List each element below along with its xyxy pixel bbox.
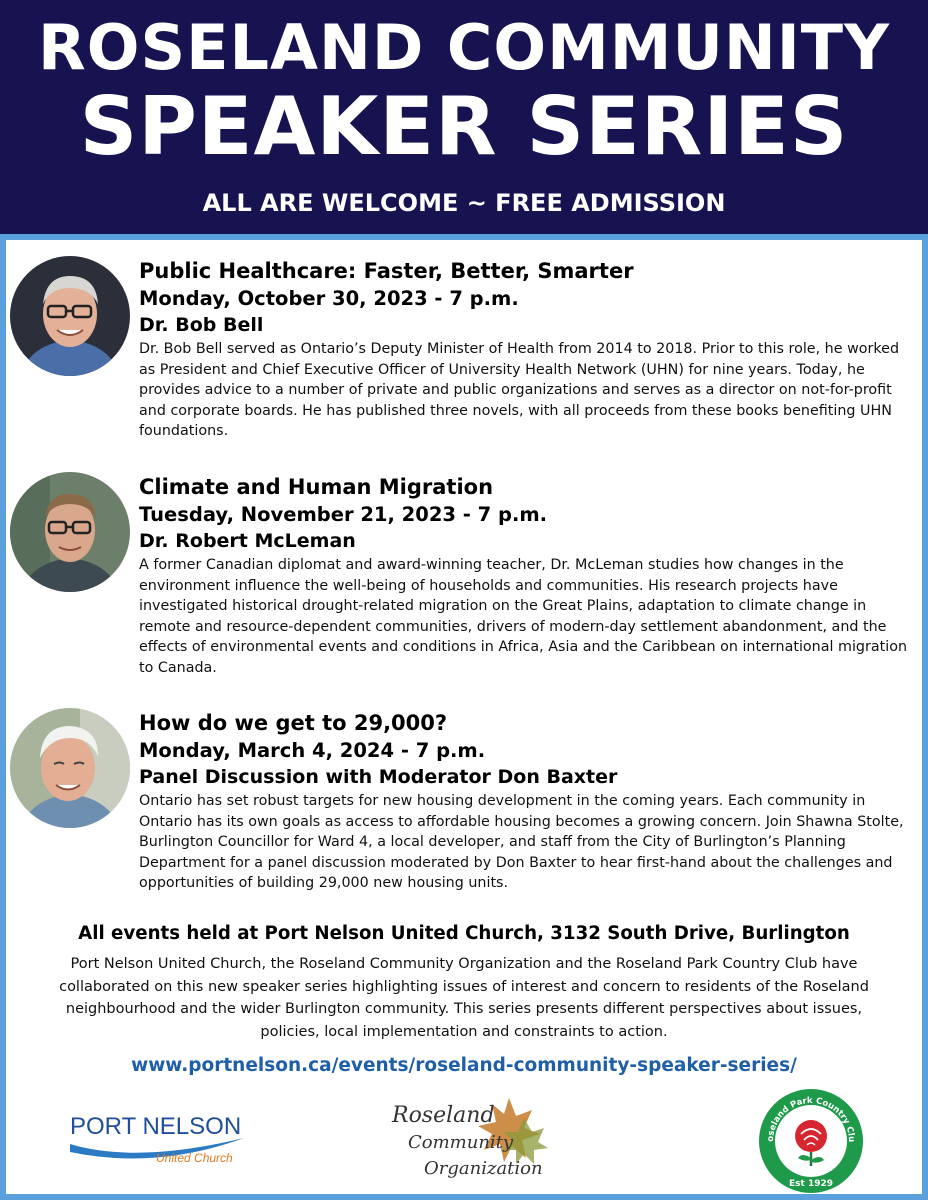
about-paragraph: Port Nelson United Church, the Roseland Community Organization and the Roseland Park Country Club have collaborated on this new speaker series highlighting issues of interest and concern to residents of the Roseland neighbourhood and the wider Burlington community. This series presents different perspectives about issues, policies, local implementation and constraints to action. [59, 956, 869, 1040]
roseland-logo-line1: Roseland [392, 1103, 495, 1128]
roseland-logo-line2: Community [408, 1132, 514, 1153]
series-title-line2: SPEAKER SERIES [79, 80, 849, 173]
header-banner [0, 0, 928, 234]
venue-line: All events held at Port Nelson United Church, 3132 South Drive, Burlington [78, 923, 850, 944]
country-club-logo [758, 1088, 864, 1194]
series-title-line1: ROSELAND COMMUNITY [38, 11, 890, 84]
club-name-arc: oseland Park Country Clu [765, 1095, 857, 1143]
club-established: Est 1929 [789, 1179, 833, 1189]
event-date: Monday, March 4, 2024 - 7 p.m. [139, 739, 486, 762]
event-date: Tuesday, November 21, 2023 - 7 p.m. [139, 503, 548, 526]
speaker-photo-robert-mcleman [10, 472, 130, 592]
port-nelson-logo-subtitle: United Church [156, 1151, 233, 1165]
port-nelson-logo-name: PORT NELSON [70, 1113, 242, 1140]
event-description: A former Canadian diplomat and award-winning teacher, Dr. McLeman studies how changes in the environment influence the well-being of households and communities. His research projects have investigated historical drought-related migration on the Great Plains, adaptation to climate change in remote and resource-dependent communities, drivers of modern-day settlement abandonment, and the effects of environmental events and conditions in Africa, Asia and the Caribbean on international migration to Canada. [139, 557, 908, 676]
event-speaker: Dr. Robert McLeman [139, 530, 356, 552]
event-link[interactable]: www.portnelson.ca/events/roseland-community-speaker-series/ [131, 1055, 797, 1076]
roseland-organization-logo [384, 1088, 554, 1188]
event-speaker: Panel Discussion with Moderator Don Baxter [139, 766, 618, 788]
event-title: How do we get to 29,000? [139, 711, 448, 735]
speaker-photo-don-baxter [10, 708, 130, 828]
welcome-subtitle: ALL ARE WELCOME ~ FREE ADMISSION [202, 189, 726, 217]
event-3-details [139, 708, 917, 894]
speaker-photo-bob-bell [10, 256, 130, 376]
event-1-details [139, 256, 917, 442]
event-title: Public Healthcare: Faster, Better, Smarter [139, 259, 634, 283]
content-panel [6, 240, 922, 1194]
event-2-details [139, 472, 917, 678]
event-title: Climate and Human Migration [139, 475, 494, 499]
port-nelson-logo [66, 1100, 266, 1180]
event-date: Monday, October 30, 2023 - 7 p.m. [139, 287, 519, 310]
event-description: Ontario has set robust targets for new housing development in the coming years. Each community in Ontario has its own goals as access to affordable housing becomes a growing concern. Join Shawna Stolte, Burlington Councillor for Ward 4, a local developer, and staff from the City of Burlington’s Planning Department for a panel discussion moderated by Don Baxter to hear first-hand about the challenges and opportunities of building 29,000 new housing units. [139, 793, 904, 891]
event-speaker: Dr. Bob Bell [139, 314, 264, 336]
roseland-logo-line3: Organization [424, 1158, 543, 1179]
event-description: Dr. Bob Bell served as Ontario’s Deputy Minister of Health from 2014 to 2018. Prior to this role, he worked as President and Chief Executive Officer of University Health Network (UHN) for nine years. Today, he provides advice to a number of private and public organizations and serves as a director on not-for-profit and corporate boards. He has published three novels, with all proceeds from these books benefiting UHN foundations. [139, 341, 900, 439]
